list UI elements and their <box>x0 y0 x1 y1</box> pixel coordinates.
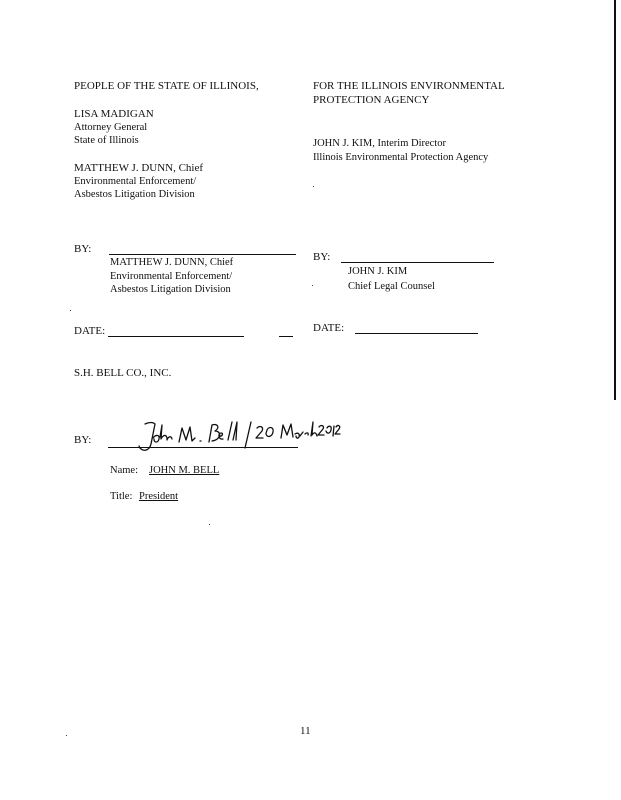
scan-speck <box>66 735 67 736</box>
left-date-tick <box>279 336 293 337</box>
ag-name: LISA MADIGAN <box>74 108 154 120</box>
people-heading: PEOPLE OF THE STATE OF ILLINOIS, <box>74 80 259 92</box>
company-title-value: President <box>139 491 179 502</box>
left-signer-division-2: Asbestos Litigation Division <box>110 284 231 295</box>
right-signer-name: JOHN J. KIM <box>348 266 408 277</box>
agency-name: Illinois Environmental Protection Agency <box>313 152 489 163</box>
company-title-label: Title: <box>110 491 133 502</box>
ag-state: State of Illinois <box>74 135 139 146</box>
ag-title: Attorney General <box>74 122 148 133</box>
page-number: 11 <box>300 725 311 737</box>
agency-heading-line1: FOR THE ILLINOIS ENVIRONMENTAL <box>313 80 505 92</box>
company-name-label: Name: <box>110 465 138 476</box>
right-date-label: DATE: <box>313 322 345 334</box>
right-by-label: BY: <box>313 251 331 263</box>
left-by-label: BY: <box>74 243 92 255</box>
company-name: S.H. BELL CO., INC. <box>74 367 172 379</box>
right-date-line <box>355 333 478 334</box>
left-signer-division-1: Environmental Enforcement/ <box>110 271 233 282</box>
left-signer-name: MATTHEW J. DUNN, Chief <box>110 257 234 268</box>
company-name-value: JOHN M. BELL <box>149 465 220 476</box>
left-signature-line <box>109 254 296 255</box>
right-signature-line <box>341 262 494 263</box>
left-date-line <box>108 336 244 337</box>
company-by-label: BY: <box>74 434 92 446</box>
right-signer-title: Chief Legal Counsel <box>348 281 435 292</box>
chief-name: MATTHEW J. DUNN, Chief <box>74 162 204 174</box>
handwritten-signature <box>133 418 343 458</box>
chief-division-2: Asbestos Litigation Division <box>74 189 195 200</box>
scan-speck <box>313 186 314 187</box>
scan-speck <box>312 285 313 286</box>
agency-heading-line2: PROTECTION AGENCY <box>313 94 430 106</box>
scan-speck <box>70 310 71 311</box>
left-date-label: DATE: <box>74 325 106 337</box>
scan-edge-rule <box>614 0 616 400</box>
director-name: JOHN J. KIM, Interim Director <box>313 138 446 149</box>
scan-speck <box>209 524 210 525</box>
chief-division-1: Environmental Enforcement/ <box>74 176 197 187</box>
